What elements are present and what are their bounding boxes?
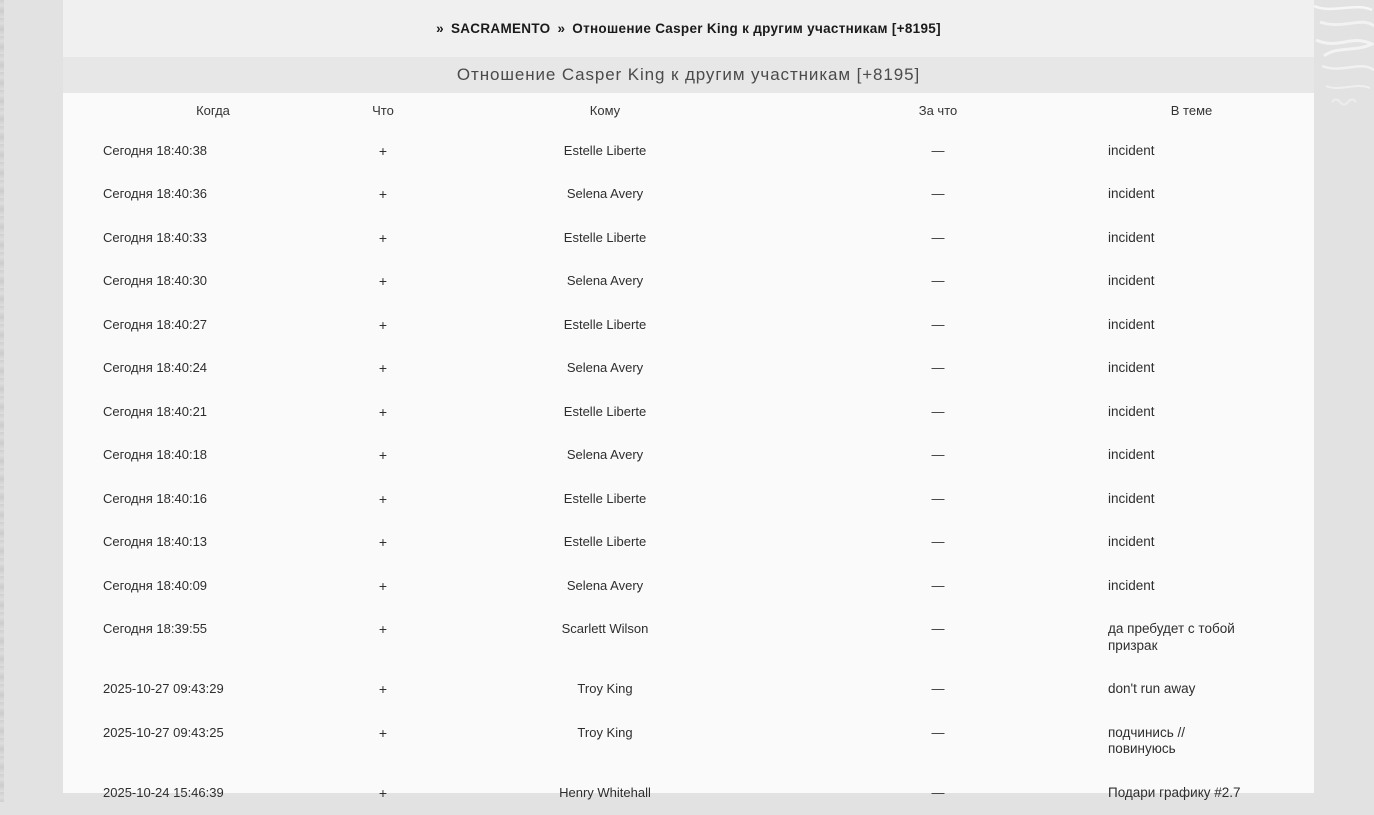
reason-cell: — bbox=[931, 273, 945, 288]
table-row bbox=[63, 608, 1314, 668]
left-edge-texture bbox=[0, 0, 4, 802]
vote-sign: + bbox=[378, 577, 388, 594]
recipient-link[interactable]: Selena Avery bbox=[566, 273, 644, 288]
vote-sign: + bbox=[378, 490, 388, 507]
when-cell: Сегодня 18:40:18 bbox=[103, 447, 208, 462]
when-cell: 2025-10-27 09:43:25 bbox=[103, 724, 224, 740]
reason-cell: — bbox=[931, 681, 945, 696]
breadcrumb-forum-link[interactable]: SACRAMENTO bbox=[450, 21, 551, 36]
table-row bbox=[63, 668, 1314, 712]
recipient-link[interactable]: Estelle Liberte bbox=[563, 316, 647, 332]
table-row bbox=[63, 260, 1314, 304]
breadcrumb-bar bbox=[63, 0, 1314, 57]
reason-cell: — bbox=[931, 577, 945, 593]
vote-sign: + bbox=[378, 229, 388, 246]
table-row bbox=[63, 216, 1314, 260]
topic-link[interactable]: подчинись // повинуюсь bbox=[1108, 724, 1186, 756]
column-header-for: За что bbox=[918, 103, 958, 118]
table-row bbox=[63, 711, 1314, 771]
recipient-link[interactable]: Selena Avery bbox=[566, 360, 644, 375]
table-row bbox=[63, 477, 1314, 521]
topic-link[interactable]: incident bbox=[1108, 360, 1155, 375]
content-panel bbox=[63, 0, 1314, 801]
reason-cell: — bbox=[931, 621, 945, 636]
recipient-link[interactable]: Henry Whitehall bbox=[559, 784, 651, 800]
recipient-link[interactable]: Estelle Liberte bbox=[563, 403, 647, 419]
column-header-what: Что bbox=[372, 103, 394, 118]
topic-link[interactable]: incident bbox=[1108, 447, 1155, 462]
reason-cell: — bbox=[931, 403, 945, 419]
topic-link[interactable]: incident bbox=[1108, 186, 1155, 201]
when-cell: Сегодня 18:40:21 bbox=[103, 403, 208, 419]
recipient-link[interactable]: Selena Avery bbox=[566, 577, 644, 593]
breadcrumb-topic-link[interactable]: Отношение Casper King к другим участникам [+8195] bbox=[572, 21, 941, 36]
when-cell: Сегодня 18:40:24 bbox=[103, 360, 208, 375]
reason-cell: — bbox=[931, 360, 945, 375]
vote-sign: + bbox=[378, 681, 388, 697]
when-cell: Сегодня 18:40:38 bbox=[103, 142, 208, 158]
table-row bbox=[63, 173, 1314, 217]
reason-cell: — bbox=[931, 784, 945, 800]
table-row bbox=[63, 564, 1314, 608]
topic-link[interactable]: incident bbox=[1108, 490, 1155, 506]
topic-link[interactable]: incident bbox=[1108, 142, 1155, 158]
recipient-link[interactable]: Selena Avery bbox=[566, 447, 644, 462]
when-cell: 2025-10-27 09:43:29 bbox=[103, 681, 224, 696]
corner-swirl-ornament bbox=[1312, 0, 1374, 120]
recipient-link[interactable]: Troy King bbox=[577, 724, 633, 740]
when-cell: Сегодня 18:40:36 bbox=[103, 186, 208, 201]
recipient-link[interactable]: Estelle Liberte bbox=[563, 490, 647, 506]
recipient-link[interactable]: Troy King bbox=[577, 681, 633, 696]
reason-cell: — bbox=[931, 186, 945, 201]
when-cell: Сегодня 18:39:55 bbox=[103, 621, 208, 636]
table-row bbox=[63, 129, 1314, 173]
recipient-link[interactable]: Selena Avery bbox=[566, 186, 644, 201]
table-row bbox=[63, 303, 1314, 347]
topic-link[interactable]: да пребудет с тобой призрак bbox=[1108, 621, 1235, 653]
reason-cell: — bbox=[931, 534, 945, 549]
topic-link[interactable]: incident bbox=[1108, 316, 1155, 332]
vote-sign: + bbox=[378, 360, 388, 376]
when-cell: Сегодня 18:40:30 bbox=[103, 273, 208, 288]
vote-sign: + bbox=[378, 403, 388, 420]
table-row bbox=[63, 434, 1314, 478]
reason-cell: — bbox=[931, 316, 945, 332]
vote-sign: + bbox=[378, 273, 388, 289]
reason-cell: — bbox=[931, 142, 945, 158]
when-cell: Сегодня 18:40:33 bbox=[103, 229, 208, 245]
table-body bbox=[63, 129, 1314, 815]
topic-link[interactable]: incident bbox=[1108, 273, 1155, 288]
breadcrumb-separator: » bbox=[557, 21, 566, 36]
vote-sign: + bbox=[378, 316, 388, 333]
table-row bbox=[63, 771, 1314, 815]
reason-cell: — bbox=[931, 229, 945, 245]
when-cell: Сегодня 18:40:27 bbox=[103, 316, 208, 332]
recipient-link[interactable]: Estelle Liberte bbox=[563, 142, 647, 158]
vote-sign: + bbox=[378, 724, 388, 741]
when-cell: 2025-10-24 15:46:39 bbox=[103, 784, 224, 800]
vote-sign: + bbox=[378, 142, 388, 159]
recipient-link[interactable]: Estelle Liberte bbox=[563, 534, 647, 549]
vote-sign: + bbox=[378, 186, 388, 202]
when-cell: Сегодня 18:40:09 bbox=[103, 577, 208, 593]
when-cell: Сегодня 18:40:13 bbox=[103, 534, 208, 549]
table-row bbox=[63, 390, 1314, 434]
breadcrumb bbox=[436, 21, 941, 36]
reputation-table bbox=[63, 93, 1314, 815]
vote-sign: + bbox=[378, 447, 388, 463]
table-row bbox=[63, 347, 1314, 391]
topic-link[interactable]: Подари графику #2.7 bbox=[1108, 784, 1241, 800]
topic-link[interactable]: incident bbox=[1108, 403, 1155, 419]
topic-link[interactable]: don't run away bbox=[1108, 681, 1196, 696]
column-header-topic: В теме bbox=[1170, 103, 1213, 118]
topic-link[interactable]: incident bbox=[1108, 229, 1155, 245]
vote-sign: + bbox=[378, 621, 388, 637]
vote-sign: + bbox=[378, 784, 388, 801]
page-title: Отношение Casper King к другим участникам [+8195] bbox=[63, 57, 1314, 93]
topic-link[interactable]: incident bbox=[1108, 534, 1155, 549]
vote-sign: + bbox=[378, 534, 388, 550]
topic-link[interactable]: incident bbox=[1108, 577, 1155, 593]
recipient-link[interactable]: Estelle Liberte bbox=[563, 229, 647, 245]
reason-cell: — bbox=[931, 724, 945, 740]
column-header-when: Когда bbox=[196, 103, 230, 118]
table-row bbox=[63, 521, 1314, 565]
reason-cell: — bbox=[931, 490, 945, 506]
table-header-row bbox=[63, 93, 1314, 129]
breadcrumb-separator: » bbox=[436, 21, 444, 36]
recipient-link[interactable]: Scarlett Wilson bbox=[561, 621, 649, 636]
column-header-whom: Кому bbox=[589, 103, 621, 118]
when-cell: Сегодня 18:40:16 bbox=[103, 490, 208, 506]
reason-cell: — bbox=[931, 447, 945, 462]
